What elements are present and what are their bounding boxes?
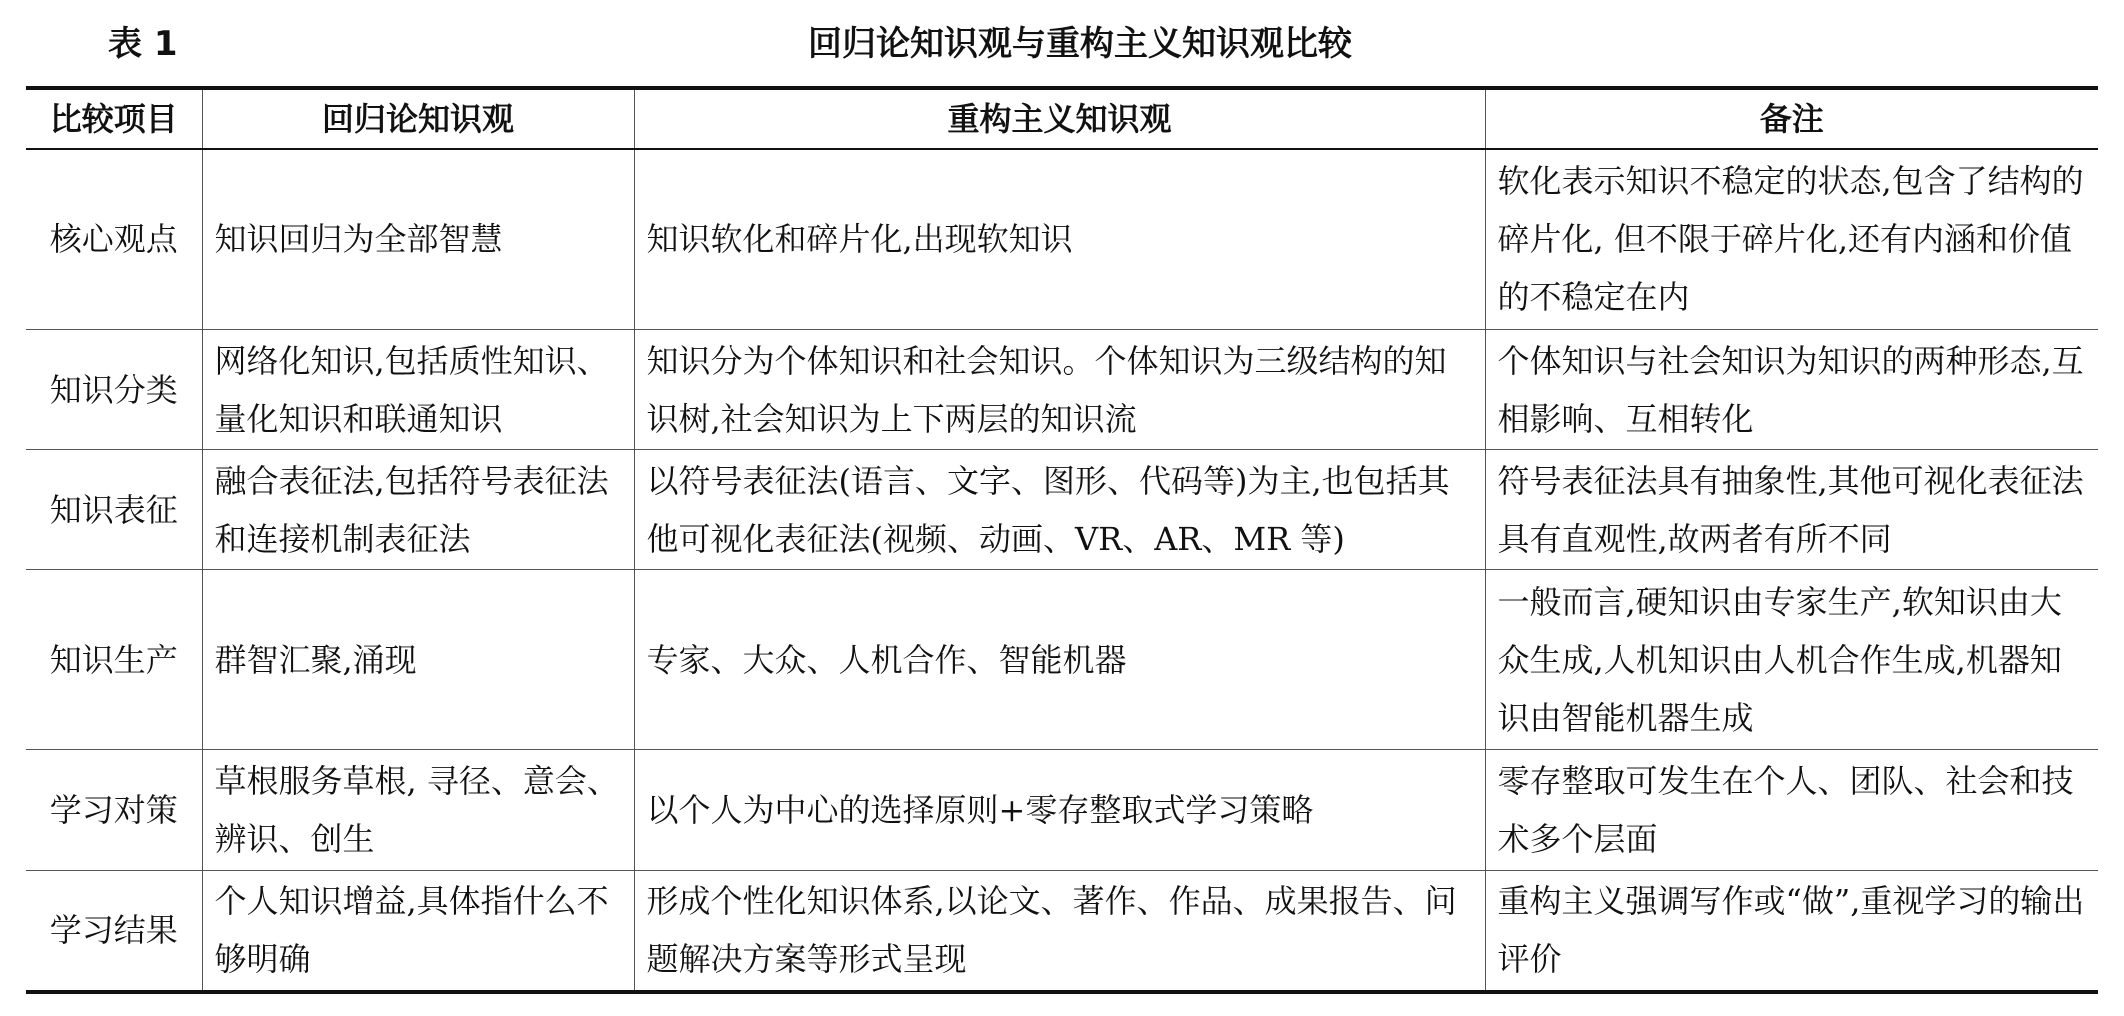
row-regression-cell: 群智汇聚,涌现 bbox=[202, 570, 634, 750]
header-reconstruction-view: 重构主义知识观 bbox=[634, 88, 1485, 149]
table-row bbox=[26, 870, 2098, 992]
table-row bbox=[26, 149, 2098, 329]
row-regression-cell: 个人知识增益,具体指什么不够明确 bbox=[202, 870, 634, 992]
row-reconstruction-cell: 知识软化和碎片化,出现软知识 bbox=[634, 149, 1485, 329]
row-reconstruction-cell: 以符号表征法(语言、文字、图形、代码等)为主,也包括其他可视化表征法(视频、动画、VR、AR、MR 等) bbox=[634, 450, 1485, 570]
row-item: 学习结果 bbox=[26, 870, 202, 992]
table-row bbox=[26, 329, 2098, 449]
row-reconstruction-cell: 以个人为中心的选择原则+零存整取式学习策略 bbox=[634, 750, 1485, 870]
row-item: 学习对策 bbox=[26, 750, 202, 870]
row-item: 知识生产 bbox=[26, 570, 202, 750]
table-header-row bbox=[26, 88, 2098, 149]
table-row bbox=[26, 750, 2098, 870]
row-note-cell: 零存整取可发生在个人、团队、社会和技术多个层面 bbox=[1485, 750, 2098, 870]
row-note-cell: 符号表征法具有抽象性,其他可视化表征法具有直观性,故两者有所不同 bbox=[1485, 450, 2098, 570]
row-reconstruction-cell: 专家、大众、人机合作、智能机器 bbox=[634, 570, 1485, 750]
row-item: 知识表征 bbox=[26, 450, 202, 570]
header-comparison-item: 比较项目 bbox=[26, 88, 202, 149]
row-note-cell: 个体知识与社会知识为知识的两种形态,互相影响、互相转化 bbox=[1485, 329, 2098, 449]
row-regression-cell: 融合表征法,包括符号表征法和连接机制表征法 bbox=[202, 450, 634, 570]
header-regression-view: 回归论知识观 bbox=[202, 88, 634, 149]
row-regression-cell: 草根服务草根, 寻径、意会、辨识、创生 bbox=[202, 750, 634, 870]
table-number: 表 1 bbox=[108, 24, 178, 64]
row-note-cell: 软化表示知识不稳定的状态,包含了结构的碎片化, 但不限于碎片化,还有内涵和价值的不稳定在内 bbox=[1485, 149, 2098, 329]
comparison-table bbox=[26, 86, 2098, 994]
header-note: 备注 bbox=[1485, 88, 2098, 149]
row-reconstruction-cell: 知识分为个体知识和社会知识。个体知识为三级结构的知识树,社会知识为上下两层的知识流 bbox=[634, 329, 1485, 449]
table-row bbox=[26, 570, 2098, 750]
table-row bbox=[26, 450, 2098, 570]
table-title: 回归论知识观与重构主义知识观比较 bbox=[808, 24, 1352, 64]
row-reconstruction-cell: 形成个性化知识体系,以论文、著作、作品、成果报告、问题解决方案等形式呈现 bbox=[634, 870, 1485, 992]
row-note-cell: 一般而言,硬知识由专家生产,软知识由大众生成,人机知识由人机合作生成,机器知识由智能机器生成 bbox=[1485, 570, 2098, 750]
row-regression-cell: 知识回归为全部智慧 bbox=[202, 149, 634, 329]
row-item: 核心观点 bbox=[26, 149, 202, 329]
row-regression-cell: 网络化知识,包括质性知识、量化知识和联通知识 bbox=[202, 329, 634, 449]
row-item: 知识分类 bbox=[26, 329, 202, 449]
row-note-cell: 重构主义强调写作或“做”,重视学习的输出评价 bbox=[1485, 870, 2098, 992]
